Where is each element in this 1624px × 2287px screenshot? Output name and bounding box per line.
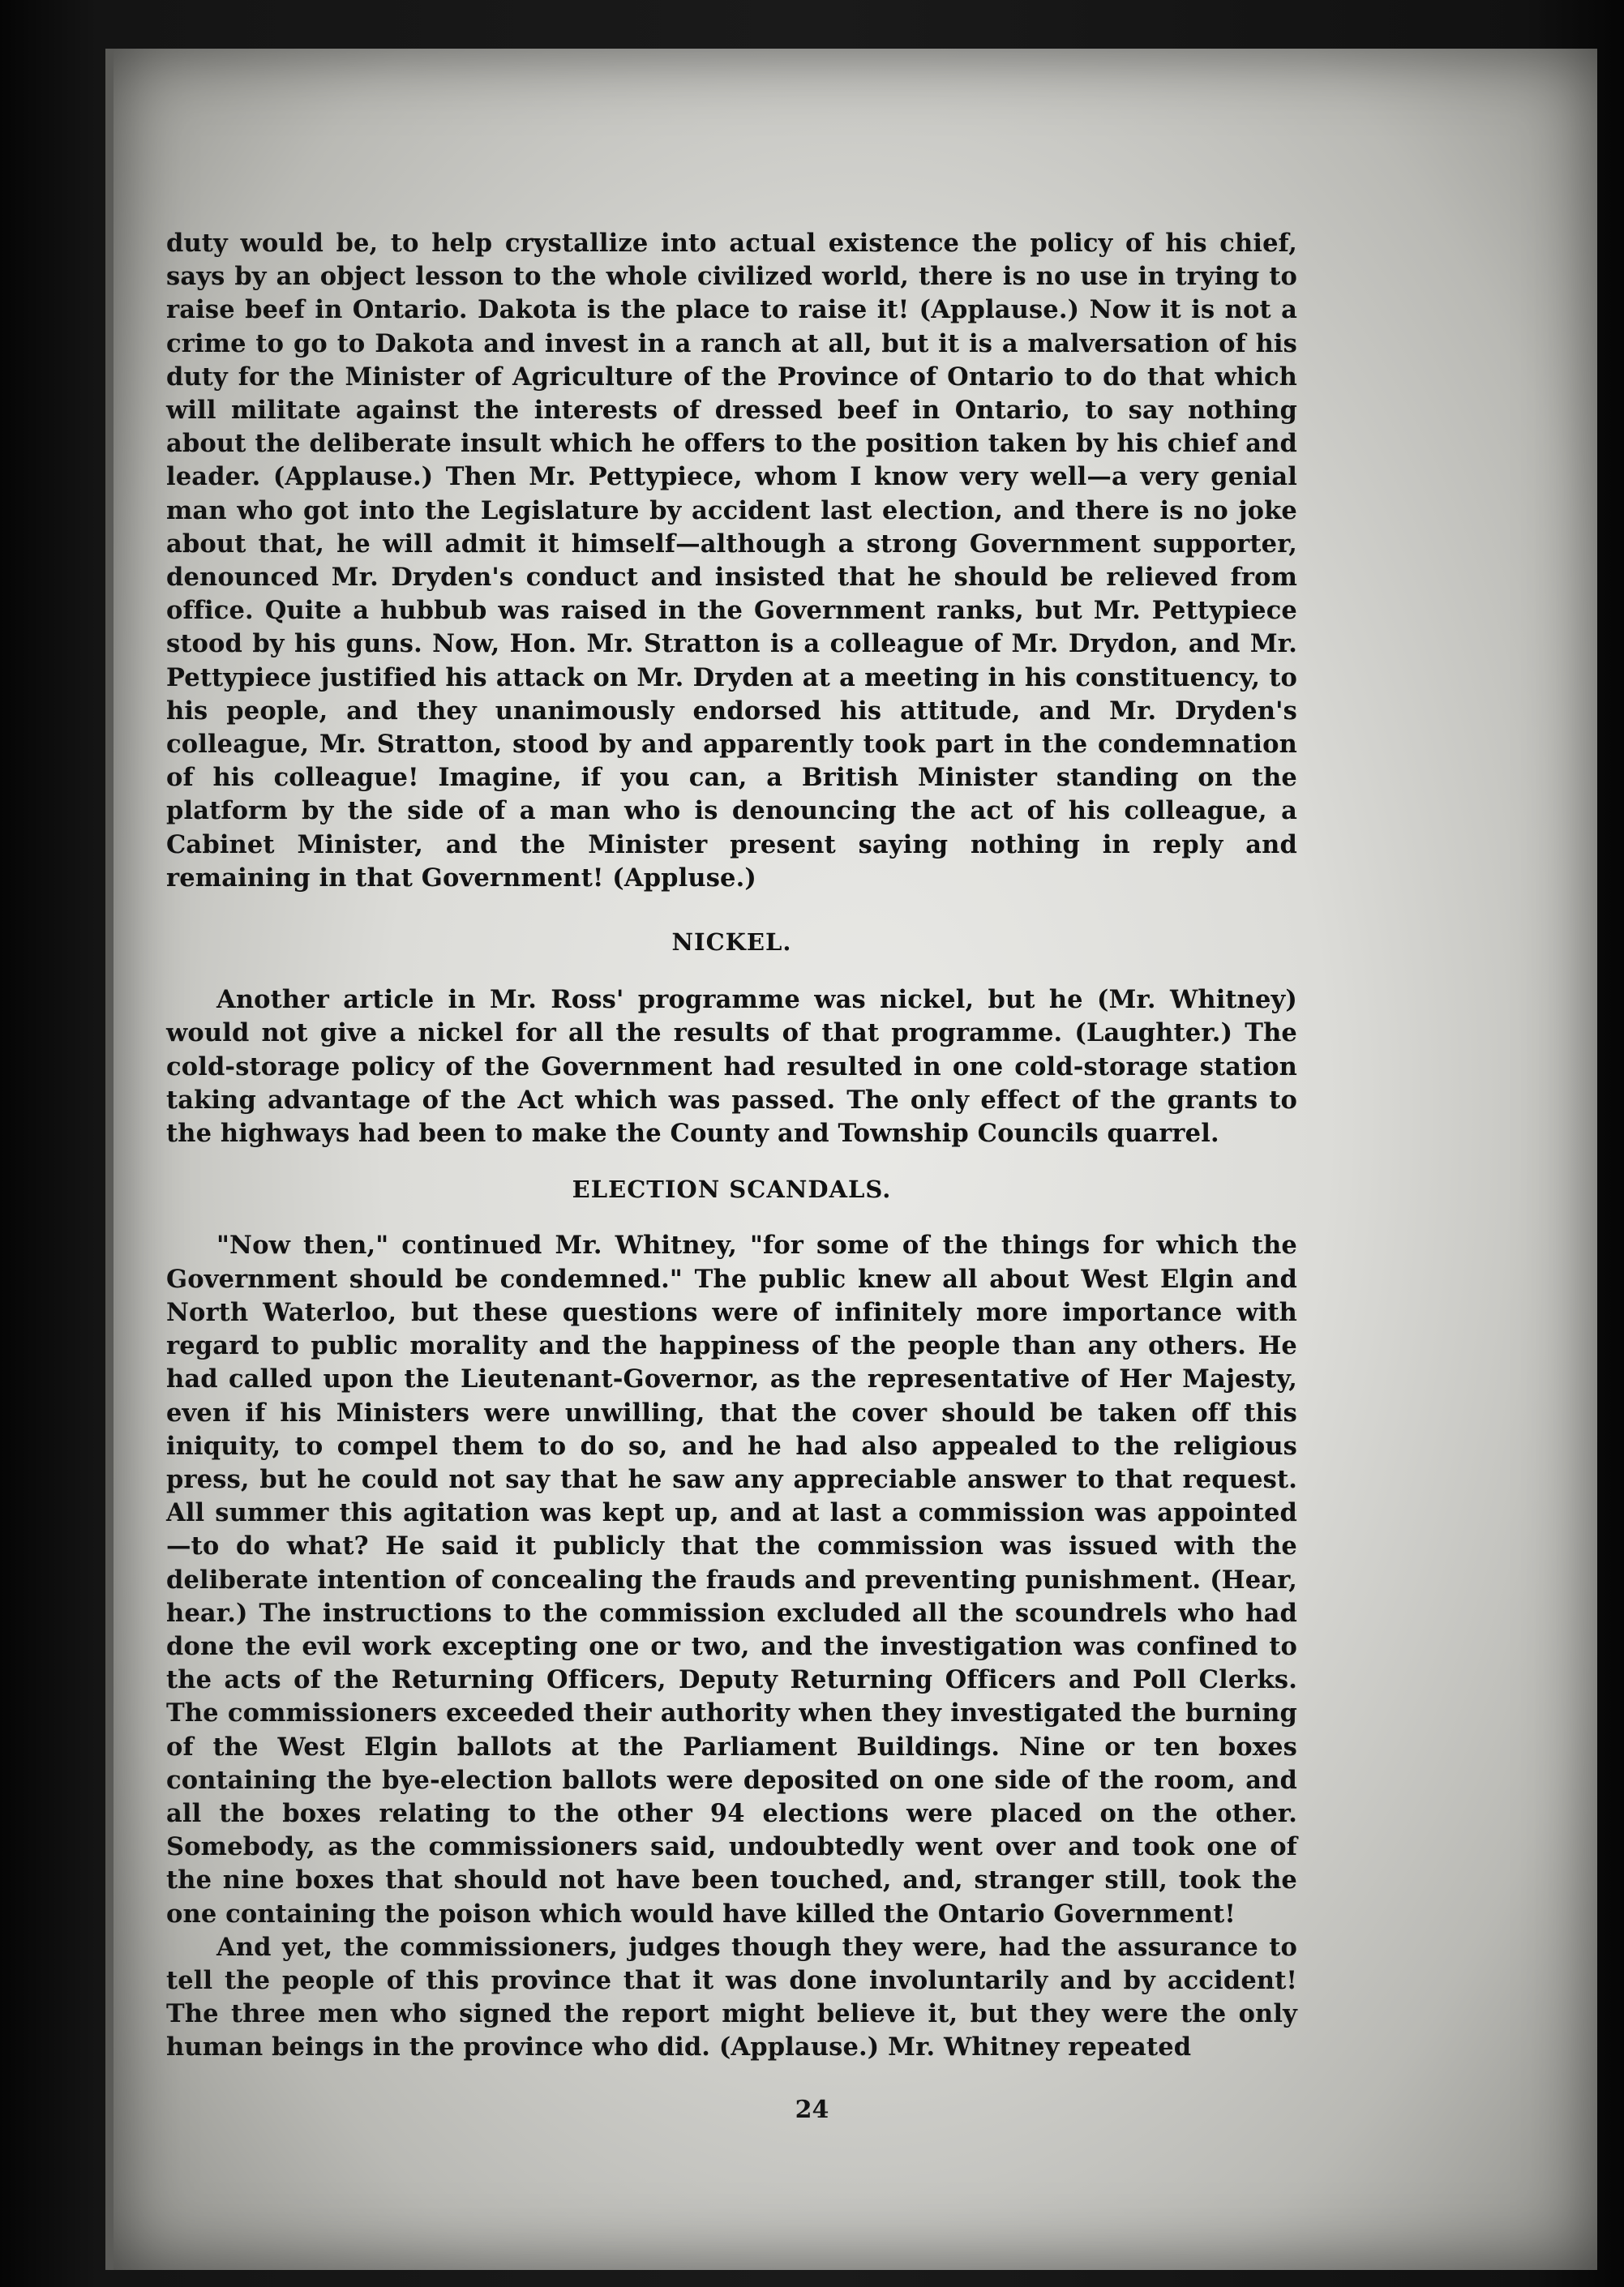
paragraph-4: And yet, the commissioners, judges though they were, had the assurance to tell the people of this province that it was done involuntarily and by accident! The three men who signed the report might believe it, but they were the only human beings in the province who did. (Applause.) Mr. Whitney repeated [166, 1932, 1297, 2062]
page-number: 24 [795, 2096, 829, 2124]
paragraph-3: "Now then," continued Mr. Whitney, "for some of the things for which the Government should be condemned." The public knew all about West Elgin and North Waterloo, but these questions were of infinitely more importance with regard to public morality and the happiness of the people than any others. He had called upon the Lieutenant-Governor, as the representative of Her Majesty, even if his Ministers were unwilling, that the cover should be taken off this iniquity, to compel them to do so, and he had also appealed to the religious press, but he could not say that he saw any appreciable answer to that request. All summer this agitation was kept up, and at last a commission was appointed—to do what? He said it publicly that the commission was issued with the deliberate intention of concealing the frauds and preventing punishment. (Hear, hear.) The instructions to the commission excluded all the scoundrels who had done the evil work excepting one or two, and the investigation was confined to the acts of the Returning Officers, Deputy Returning Officers and Poll Clerks. The commissioners exceeded their authority when they investigated the burning of the West Elgin ballots at the Parliament Buildings. Nine or ten boxes containing the bye-election ballots were deposited on one side of the room, and all the boxes relating to the other 94 elections were placed on the other. Somebody, as the commissioners said, undoubtedly went over and took one of the nine boxes that should not have been touched, and, stranger still, took the one containing the poison which would have killed the Ontario Government! [166, 1231, 1297, 1929]
section-heading-nickel: NICKEL. [671, 928, 792, 957]
section-heading-election-scandals: ELECTION SCANDALS. [572, 1176, 892, 1204]
paragraph-2: Another article in Mr. Ross' programme was nickel, but he (Mr. Whitney) would not give a nickel for all the results of that programme. (Laughter.) The cold-storage policy of the Government had resulted in one cold-storage station taking advantage of the Act which was passed. The only effect of the grants to the highways had been to make the County and Township Councils quarrel. [166, 985, 1297, 1149]
paragraph-1: duty would be, to help crystallize into actual existence the policy of his chief, says by an object lesson to the whole civilized world, there is no use in trying to raise beef in Ontario. Dakota is the place to raise it! (Applause.) Now it is not a crime to go to Dakota and invest in a ranch at all, but it is a malversation of his duty for the Minister of Agriculture of the Province of Ontario to do that which will militate against the interests of dressed beef in Ontario, to say nothing about the deliberate insult which he offers to the position taken by his chief and leader. (Applause.) Then Mr. Pettypiece, whom I know very well—a very genial man who got into the Legislature by accident last election, and there is no joke about that, he will admit it himself—although a strong Government supporter, denounced Mr. Dryden's conduct and insisted that he should be relieved from office. Quite a hubbub was raised in the Government ranks, but Mr. Pettypiece stood by his guns. Now, Hon. Mr. Stratton is a colleague of Mr. Drydon, and Mr. Pettypiece justified his attack on Mr. Dryden at a meeting in his constituency, to his people, and they unanimously endorsed his attitude, and Mr. Dryden's colleague, Mr. Stratton, stood by and apparently took part in the condemnation of his colleague! Imagine, if you can, a British Minister standing on the platform by the side of a man who is denouncing the act of his colleague, a Cabinet Minister, and the Minister present saying nothing in reply and remaining in that Government! (Appluse.) [166, 229, 1297, 893]
page-text [166, 227, 1297, 2065]
